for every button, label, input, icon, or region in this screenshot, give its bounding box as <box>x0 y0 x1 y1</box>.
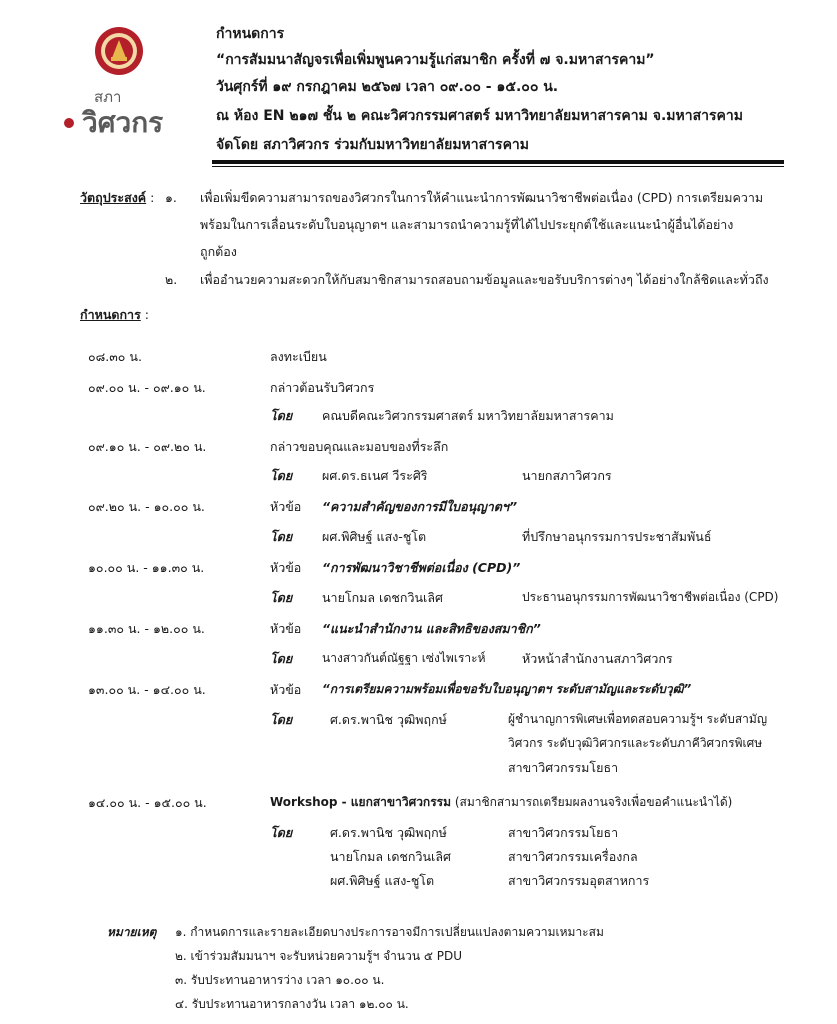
header-organizer: จัดโดย สภาวิศวกร ร่วมกับมหาวิทยาลัยมหาสารคาม <box>216 137 530 153</box>
row3-time: ๐๙.๑๐ น. - ๐๙.๒๐ น. <box>88 439 207 454</box>
row1-time: ๐๘.๓๐ น. <box>88 349 142 364</box>
notes-label: หมายเหตุ <box>107 925 157 939</box>
logo-small-text: สภา <box>94 88 122 106</box>
row1-title: ลงทะเบียน <box>270 349 327 364</box>
row7-by-label: โดย <box>270 712 293 727</box>
row8-title <box>270 793 732 812</box>
council-wordmark <box>64 88 163 140</box>
row8-by-role-3: สาขาวิศวกรรมอุตสาหการ <box>508 873 650 888</box>
schedule-colon: : <box>144 307 149 322</box>
row2-title: กล่าวต้อนรับวิศวกร <box>270 380 375 395</box>
header-venue: ณ ห้อง EN ๒๑๗ ชั้น ๒ คณะวิศวกรรมศาสตร์ มหาวิทยาลัยมหาสารคาม จ.มหาสารคาม <box>216 108 743 124</box>
note-1: ๑. กำหนดการและรายละเอียดบางประการอาจมีการเปลี่ยนแปลงตามความเหมาะสม <box>175 925 604 939</box>
row8-by-name-2: นายโกมล เดชกวินเลิศ <box>330 849 451 864</box>
row5-title: “การพัฒนาวิชาชีพต่อเนื่อง (CPD)” <box>322 560 521 575</box>
row8-title-rest: (สมาชิกสามารถเตรียมผลงานจริงเพื่อขอคำแนะนำได้) <box>451 795 733 809</box>
row5-by-name: นายโกมล เดชกวินเลิศ <box>322 590 443 605</box>
header-title: กำหนดการ <box>216 26 285 42</box>
objective-1-line-3: ถูกต้อง <box>200 244 237 259</box>
row6-time: ๑๑.๓๐ น. - ๑๒.๐๐ น. <box>88 621 205 636</box>
row4-topic-label: หัวข้อ <box>270 499 302 514</box>
note-4: ๔. รับประทานอาหารกลางวัน เวลา ๑๒.๐๐ น. <box>175 997 409 1011</box>
header-rule-thick <box>212 160 784 164</box>
objective-1-line-1: เพื่อเพิ่มขีดความสามารถของวิศวกรในการให้คำแนะนำการพัฒนาวิชาชีพต่อเนื่อง (CPD) การเตรียมความ <box>200 190 764 205</box>
header-rule-thin <box>212 166 784 167</box>
objective-number-2: ๒. <box>165 272 178 287</box>
row4-time: ๐๙.๒๐ น. - ๑๐.๐๐ น. <box>88 499 205 514</box>
row6-topic-label: หัวข้อ <box>270 621 302 636</box>
row2-by-label: โดย <box>270 408 293 423</box>
objective-1-line-2: พร้อมในการเลื่อนระดับใบอนุญาตฯ และสามารถนำความรู้ที่ได้ไปประยุกต์ใช้และแนะนำผู้อื่นได้อย่าง <box>200 217 734 232</box>
row8-time: ๑๔.๐๐ น. - ๑๕.๐๐ น. <box>88 795 207 810</box>
row6-by-label: โดย <box>270 651 293 666</box>
header-date: วันศุกร์ที่ ๑๙ กรกฎาคม ๒๕๖๗ เวลา ๐๙.๐๐ - ๑๕.๐๐ น. <box>216 79 559 95</box>
row7-time: ๑๓.๐๐ น. - ๑๔.๐๐ น. <box>88 682 206 697</box>
row7-by-name: ศ.ดร.พานิช วุฒิพฤกษ์ <box>330 712 447 727</box>
objectives-label: วัตถุประสงค์ <box>80 190 147 205</box>
row3-by-label: โดย <box>270 468 293 483</box>
row5-time: ๑๐.๐๐ น. - ๑๑.๓๐ น. <box>88 560 205 575</box>
logo-big-text: วิศวกร <box>82 106 164 139</box>
logo-dot-icon <box>64 118 74 128</box>
row2-time: ๐๙.๐๐ น. - ๐๙.๑๐ น. <box>88 380 206 395</box>
row8-by-name-3: ผศ.พิศิษฐ์ แสง-ชูโต <box>330 873 435 888</box>
row8-by-name-1: ศ.ดร.พานิช วุฒิพฤกษ์ <box>330 825 447 840</box>
objectives-heading <box>80 188 154 208</box>
row5-by-label: โดย <box>270 590 293 605</box>
header-seminar-name: “การสัมมนาสัญจรเพื่อเพิ่มพูนความรู้แก่สมาชิก ครั้งที่ ๗ จ.มหาสารคาม” <box>216 52 655 68</box>
schedule-label: กำหนดการ <box>80 307 141 322</box>
row8-by-label: โดย <box>270 825 293 840</box>
note-2: ๒. เข้าร่วมสัมมนาฯ จะรับหน่วยความรู้ฯ จำนวน ๕ PDU <box>175 949 463 963</box>
row3-by-role: นายกสภาวิศวกร <box>522 468 612 483</box>
row4-by-role: ที่ปรึกษาอนุกรรมการประชาสัมพันธ์ <box>522 529 712 544</box>
row5-by-role: ประธานอนุกรรมการพัฒนาวิชาชีพต่อเนื่อง (CPD) <box>522 590 779 604</box>
row8-by-role-1: สาขาวิศวกรรมโยธา <box>508 825 619 840</box>
row5-topic-label: หัวข้อ <box>270 560 302 575</box>
council-seal-logo <box>94 26 144 80</box>
row7-by-role-line-3: สาขาวิศวกรรมโยธา <box>508 760 619 775</box>
row7-by-role-line-1: ผู้ชำนาญการพิเศษเพื่อทดสอบความรู้ฯ ระดับสามัญ <box>508 712 768 726</box>
objective-2-line-1: เพื่ออำนวยความสะดวกให้กับสมาชิกสามารถสอบถามข้อมูลและขอรับบริการต่างๆ ได้อย่างใกล้ชิดและทั่วถึง <box>200 272 769 287</box>
schedule-heading <box>80 305 149 325</box>
row4-by-label: โดย <box>270 529 293 544</box>
objectives-colon: : <box>150 190 155 205</box>
row8-title-bold: Workshop - แยกสาขาวิศวกรรม <box>270 795 452 809</box>
row6-title: “แนะนำสำนักงาน และสิทธิของสมาชิก” <box>322 621 541 636</box>
row2-by-name: คณบดีคณะวิศวกรรมศาสตร์ มหาวิทยาลัยมหาสารคาม <box>322 408 614 423</box>
note-3: ๓. รับประทานอาหารว่าง เวลา ๑๐.๐๐ น. <box>175 973 385 987</box>
row4-by-name: ผศ.พิศิษฐ์ แสง-ชูโต <box>322 529 427 544</box>
row7-title: “การเตรียมความพร้อมเพื่อขอรับใบอนุญาตฯ ระดับสามัญและระดับวุฒิ” <box>322 682 692 696</box>
row4-title: “ความสำคัญของการมีใบอนุญาตฯ” <box>322 499 517 514</box>
row3-title: กล่าวขอบคุณและมอบของที่ระลึก <box>270 439 449 454</box>
row8-by-role-2: สาขาวิศวกรรมเครื่องกล <box>508 849 638 864</box>
row3-by-name: ผศ.ดร.ธเนศ วีระศิริ <box>322 468 428 483</box>
objective-number-1: ๑. <box>165 190 177 205</box>
row7-by-role-line-2: วิศวกร ระดับวุฒิวิศวกรและระดับภาคีวิศวกรพิเศษ <box>508 736 763 750</box>
row6-by-role: หัวหน้าสำนักงานสภาวิศวกร <box>522 651 673 666</box>
row7-topic-label: หัวข้อ <box>270 682 302 697</box>
row6-by-name: นางสาวกันต์ณัฐฐา เซ่งไพเราะห์ <box>322 651 486 665</box>
